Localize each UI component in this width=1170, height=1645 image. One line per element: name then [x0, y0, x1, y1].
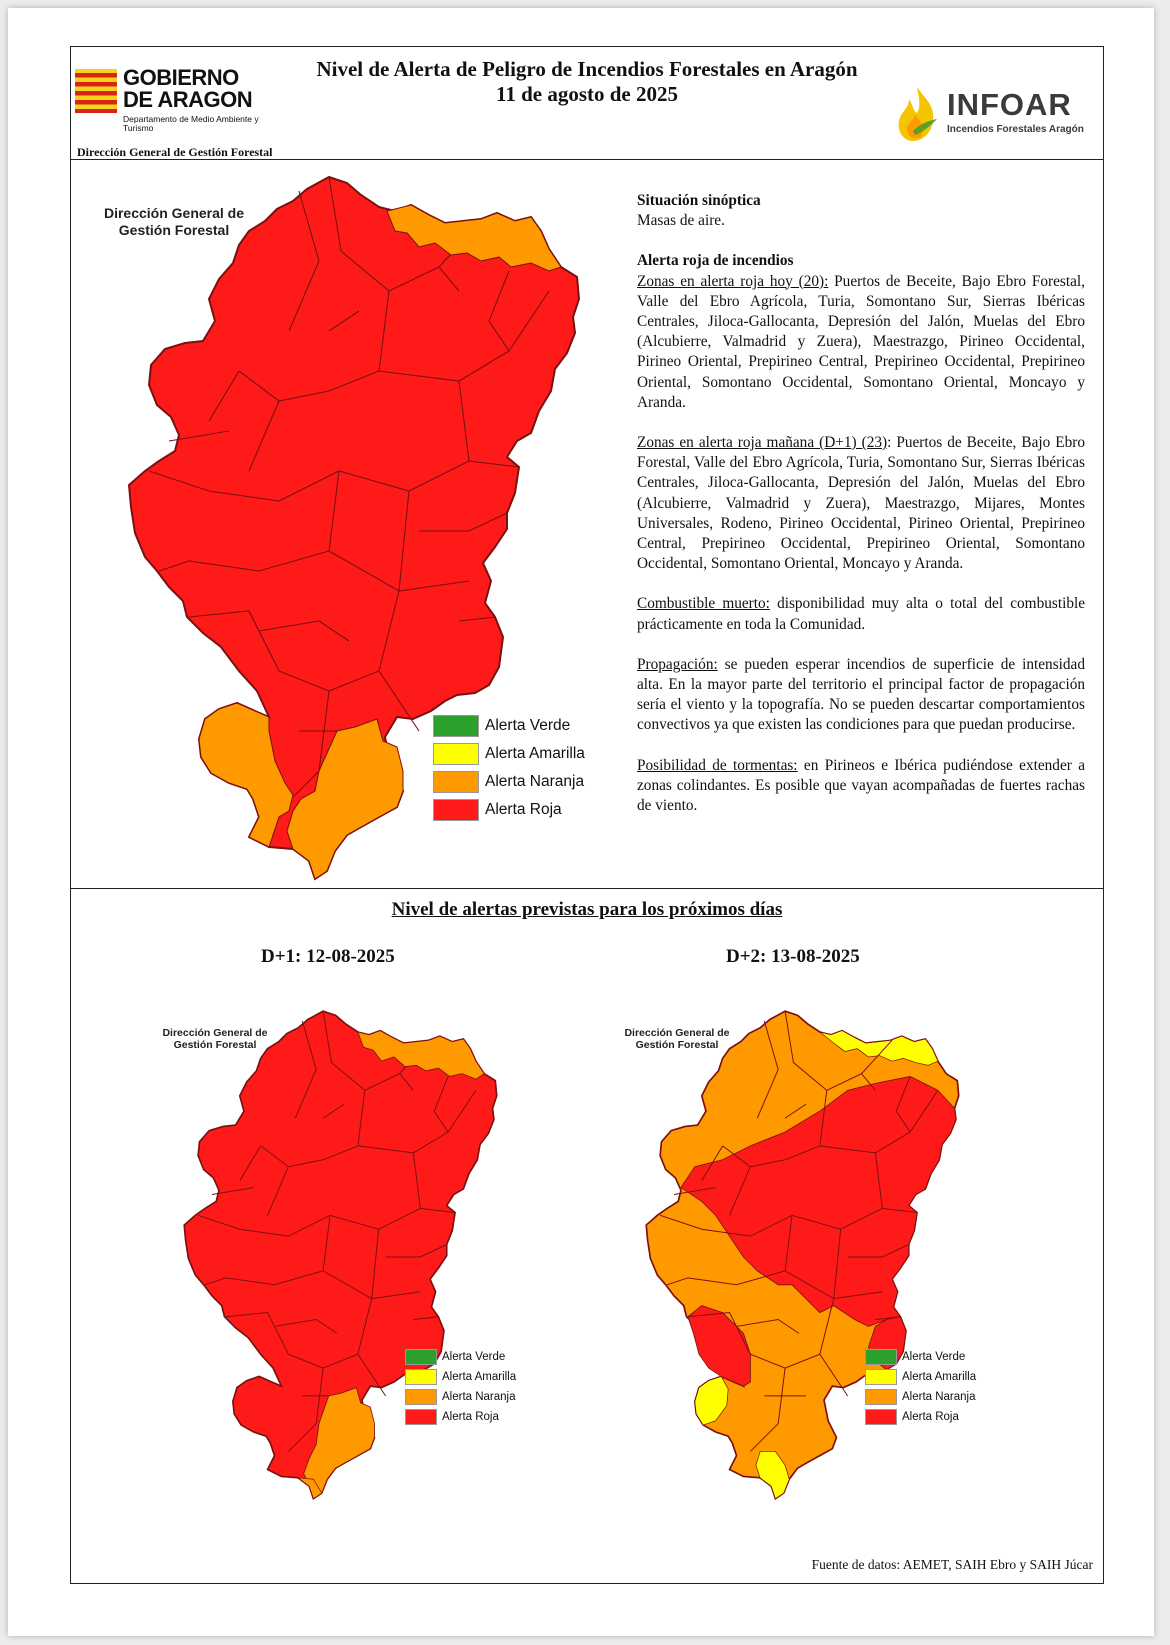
- hoy-body: Puertos de Beceite, Bajo Ebro Forestal, Valle del Ebro Agrícola, Turia, Somontano Sur, Sierras Ibéricas Centrales, Jiloca-Gallocanta, Depresión del Jalón, Muelas del Ebro (Alcubierre, Valmadrid y Zuera), Maestrazgo, Pirineo Occidental, Pirineo Oriental, Prepirineo Central, Prepirineo Occidental, Prepirineo Oriental, Somontano Occidental, Somontano Oriental, Moncayo y Aranda.: [637, 272, 1085, 411]
- today-legend: [433, 712, 585, 824]
- today-map-label-line1: Dirección General de: [103, 205, 245, 221]
- section-divider: [71, 888, 1103, 889]
- d2-legend-swatch-roja: [865, 1409, 897, 1425]
- infoar-name: INFOAR: [947, 87, 1072, 122]
- d1-legend-label-amarilla: Alerta Amarilla: [442, 1371, 517, 1383]
- legend-verde: [433, 712, 585, 740]
- d1-legend-naranja: [405, 1387, 516, 1407]
- legend-naranja: [433, 768, 585, 796]
- d2-legend: [865, 1347, 976, 1427]
- d1-legend-roja: [405, 1407, 516, 1427]
- d1-map-label: [145, 1027, 285, 1051]
- d1-map-label-line2: Gestión Forestal: [173, 1039, 257, 1051]
- d2-map-label-line2: Gestión Forestal: [635, 1039, 719, 1051]
- d2-legend-label-amarilla: Alerta Amarilla: [902, 1371, 977, 1383]
- d1-legend: [405, 1347, 516, 1427]
- d2-legend-roja: [865, 1407, 976, 1427]
- infoar-subtitle: Incendios Forestales Aragón: [947, 124, 1084, 135]
- d2-legend-label-naranja: Alerta Naranja: [902, 1391, 976, 1403]
- d2-map-label: [607, 1027, 747, 1051]
- propagacion-paragraph: [637, 655, 1085, 736]
- legend-roja: [433, 796, 585, 824]
- document-sheet: [8, 8, 1154, 1636]
- d1-map: [147, 1007, 527, 1507]
- d2-title: D+2: 13-08-2025: [726, 946, 860, 967]
- d1-legend-amarilla: [405, 1367, 516, 1387]
- d2-legend-label-roja: Alerta Roja: [902, 1411, 959, 1423]
- d1-legend-label-roja: Alerta Roja: [442, 1411, 499, 1423]
- d1-legend-label-naranja: Alerta Naranja: [442, 1391, 516, 1403]
- d2-legend-swatch-verde: [865, 1349, 897, 1365]
- infoar-logo: [895, 85, 1085, 145]
- bulletin-frame: [70, 46, 1104, 1584]
- legend-swatch-roja: [433, 799, 479, 821]
- today-map-label: [89, 205, 259, 239]
- legend-swatch-naranja: [433, 771, 479, 793]
- propagacion-body: se pueden esperar incendios de superficie de intensidad alta. En la mayor parte del territorio el principal factor de propagación sería el viento y la topografía. No se pueden descartar comportamientos convectivos ya que existen las condiciones para que puedan producirse.: [637, 655, 1085, 734]
- tormentas-paragraph: [637, 756, 1085, 817]
- d1-title: D+1: 12-08-2025: [261, 946, 395, 967]
- combustible-body: disponibilidad muy alta o total del combustible prácticamente en toda la Comunidad.: [637, 595, 1086, 633]
- propagacion-label: Propagación:: [637, 655, 718, 673]
- tormentas-body: en Pirineos e Ibérica pudiéndose extender a zonas colindantes. Es posible que vayan acompañadas de fuertes rachas de viento.: [637, 756, 1085, 815]
- d1-legend-swatch-amarilla: [405, 1369, 437, 1385]
- forecast-title: Nivel de alertas previstas para los próximos días: [391, 899, 783, 920]
- header-direction: Dirección General de Gestión Forestal: [77, 145, 273, 159]
- legend-label-naranja: Alerta Naranja: [485, 773, 585, 790]
- d2-legend-naranja: [865, 1387, 976, 1407]
- legend-label-amarilla: Alerta Amarilla: [485, 745, 585, 762]
- page-date: 11 de agosto de 2025: [495, 82, 678, 106]
- bulletin-text: [637, 191, 1085, 816]
- legend-swatch-verde: [433, 715, 479, 737]
- d1-legend-verde: [405, 1347, 516, 1367]
- d1-legend-swatch-roja: [405, 1409, 437, 1425]
- d1-legend-label-verde: Alerta Verde: [442, 1351, 506, 1363]
- flame-icon: [895, 85, 941, 143]
- d1-legend-swatch-verde: [405, 1349, 437, 1365]
- d2-map-label-line1: Dirección General de: [624, 1027, 730, 1039]
- d1-legend-swatch-naranja: [405, 1389, 437, 1405]
- manana-label: Zonas en alerta roja mañana (D+1) (23): [637, 434, 888, 452]
- sinoptica-body: Masas de aire.: [637, 212, 725, 230]
- roja-title: Alerta roja de incendios: [637, 252, 794, 270]
- d2-legend-label-verde: Alerta Verde: [902, 1351, 966, 1363]
- legend-label-verde: Alerta Verde: [485, 717, 571, 734]
- manana-body: : Puertos de Beceite, Bajo Ebro Forestal, Valle del Ebro Agrícola, Turia, Somontano Sur, Sierras Ibéricas Centrales, Jiloca-Gallocanta, Depresión del Jalón, Muelas del Ebro (Alcubierre, Valmadrid y Zuera), Maestrazgo, Mijares, Montes Universales, Rodeno, Pirineo Occidental, Pirineo Oriental, Prepirineo Central, Prepirineo Occidental, Prepirineo Oriental, Somontano Occidental, Somontano Oriental, Moncayo y Aranda.: [637, 434, 1085, 573]
- de-aragon-text: DE ARAGON: [123, 87, 253, 112]
- page-title: Nivel de Alerta de Peligro de Incendios Forestales en Aragón: [316, 57, 858, 81]
- data-source: Fuente de datos: AEMET, SAIH Ebro y SAIH Júcar: [811, 1557, 1093, 1572]
- department-text: Departamento de Medio Ambiente y Turismo: [123, 114, 259, 133]
- manana-paragraph: [637, 433, 1085, 574]
- combustible-paragraph: [637, 594, 1085, 634]
- d2-legend-verde: [865, 1347, 976, 1367]
- sinoptica-title: Situación sinóptica: [637, 192, 761, 209]
- legend-label-roja: Alerta Roja: [485, 801, 562, 818]
- hoy-label: Zonas en alerta roja hoy (20):: [637, 272, 829, 290]
- d2-map: [609, 1007, 989, 1507]
- today-map-label-line2: Gestión Forestal: [118, 222, 230, 238]
- combustible-label: Combustible muerto:: [637, 595, 770, 613]
- tormentas-label: Posibilidad de tormentas:: [637, 756, 798, 774]
- d2-legend-swatch-amarilla: [865, 1369, 897, 1385]
- d2-legend-amarilla: [865, 1367, 976, 1387]
- gobierno-text: GOBIERNO: [123, 65, 239, 90]
- legend-swatch-amarilla: [433, 743, 479, 765]
- legend-amarilla: [433, 740, 585, 768]
- header-divider: [71, 159, 1103, 160]
- hoy-paragraph: [637, 272, 1085, 413]
- d2-legend-swatch-naranja: [865, 1389, 897, 1405]
- d1-map-label-line1: Dirección General de: [162, 1027, 268, 1039]
